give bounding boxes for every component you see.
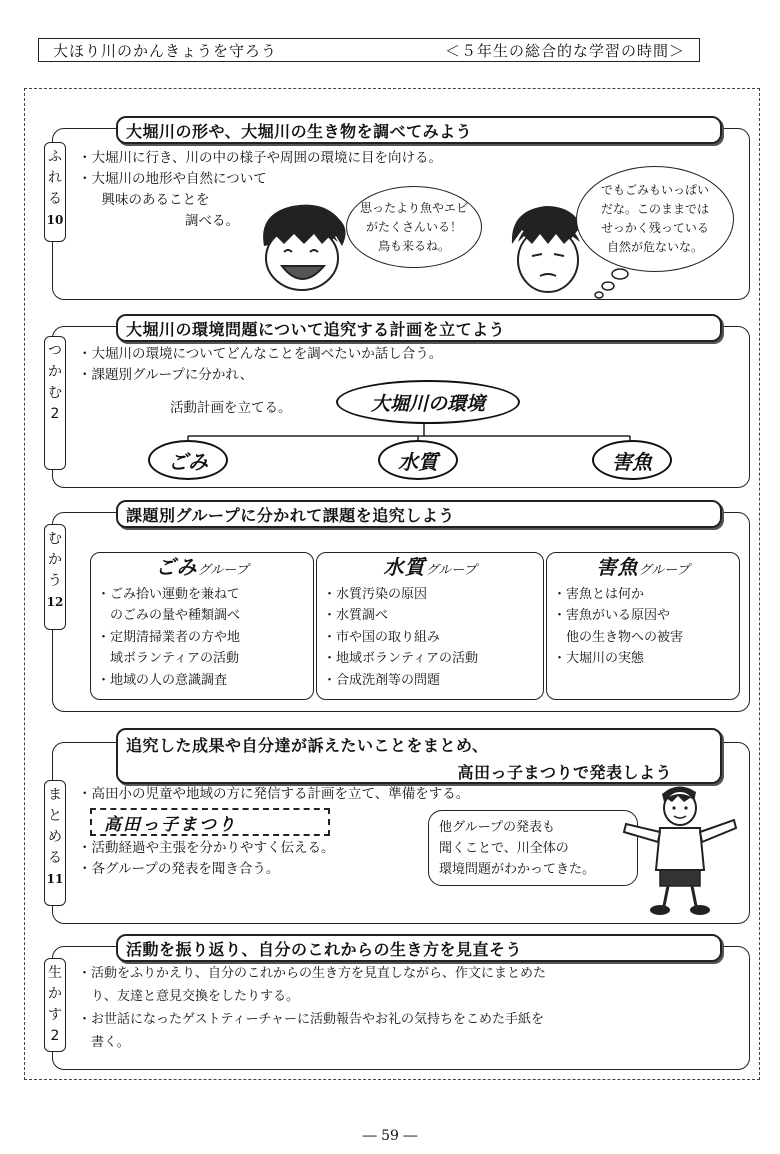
page-header [38,38,700,62]
stage4-bullets-top: ・高田小の児童や地域の方に発信する計画を立て、準備をする。 [78,786,470,802]
stage4-hours: 11 [46,872,64,886]
laughing-boy-illustration [246,196,356,296]
stage4-bullets: ・活動経過や主張を分かりやすく伝える。 ・各グループの発表を聞き合う。 [78,840,335,877]
stage5-bullets: ・活動をふりかえり、自分のこれからの生き方を見直しながら、作文にまとめた り、友達と意見交換をしたりする。 ・お世話になったゲストティーチャーに活動報告やお礼の気持ちをこめた手紙を 書く。 [78,966,547,1050]
stage1-speech-right: でもごみもいっぱい だな。このままでは せっかく残っている 自然が危ないな。 [576,166,734,272]
group-suishitsu: 水質グループ ・水質汚染の原因 ・水質調べ ・市や国の取り組み ・地域ボランティアの活動 ・合成洗剤等の問題 [316,552,544,700]
stage1-label: ふ れ る 10 [44,142,66,242]
stage1-bullets: ・大堀川に行き、川の中の様子や周囲の環境に目を向ける。 ・大堀川の地形や自然について 興味のあることを 調べる。 [78,150,442,229]
stage5-banner: 活動を振り返り、自分のこれからの生き方を見直そう [116,934,722,962]
topic-suishitsu: 水質 [378,440,458,480]
stage3-banner: 課題別グループに分かれて課題を追究しよう [116,500,722,528]
stage3-hours: 12 [46,595,64,609]
stage5-hours: 2 [50,1028,60,1044]
festival-label: 高田っ子まつり [90,808,330,836]
header-title: 大ほり川のかんきょうを守ろう [53,41,278,60]
stage1-banner: 大堀川の形や、大堀川の生き物を調べてみよう [116,116,722,144]
topic-center: 大堀川の環境 [336,380,520,424]
stage2-plan: 活動計画を立てる。 [170,400,292,416]
stage2-label: つ か む 2 [44,336,66,470]
stage5-label: 生 か す 2 [44,958,66,1052]
stage4-label: ま と め る 11 [44,780,66,906]
group-gomi: ごみグループ ・ごみ拾い運動を兼ねて のごみの量や種類調べ ・定期清掃業者の方や地 域ボランティアの活動 ・地域の人の意識調査 [90,552,314,700]
page-number: ― 59 ― [362,1128,418,1144]
stage2-hours: 2 [50,406,60,422]
stage1-hours: 10 [46,213,64,227]
topic-gaigyo: 害魚 [592,440,672,480]
stage2-bullets: ・大堀川の環境についてどんなことを調べたいか話し合う。 ・課題別グループに分かれ、 [78,346,443,383]
standing-boy-illustration [620,780,740,920]
stage3-label: む か う 12 [44,524,66,630]
group-gaigyo: 害魚グループ ・害魚とは何か ・害魚がいる原因や 他の生き物への被害 ・大堀川の実態 [546,552,740,700]
thought-dots [592,266,632,300]
stage1-speech-left: 思ったより魚やエビ がたくさんいる！ 鳥も来るね。 [346,186,482,268]
stage2-banner: 大堀川の環境問題について追究する計画を立てよう [116,314,722,342]
header-subtitle: ＜５年生の総合的な学習の時間＞ [444,41,685,60]
topic-gomi: ごみ [148,440,228,480]
stage4-banner: 追究した成果や自分達が訴えたいことをまとめ、 高田っ子まつりで発表しよう [116,728,722,784]
stage4-speech: 他グループの発表も 聞くことで、川全体の 環境問題がわかってきた。 [428,810,638,886]
